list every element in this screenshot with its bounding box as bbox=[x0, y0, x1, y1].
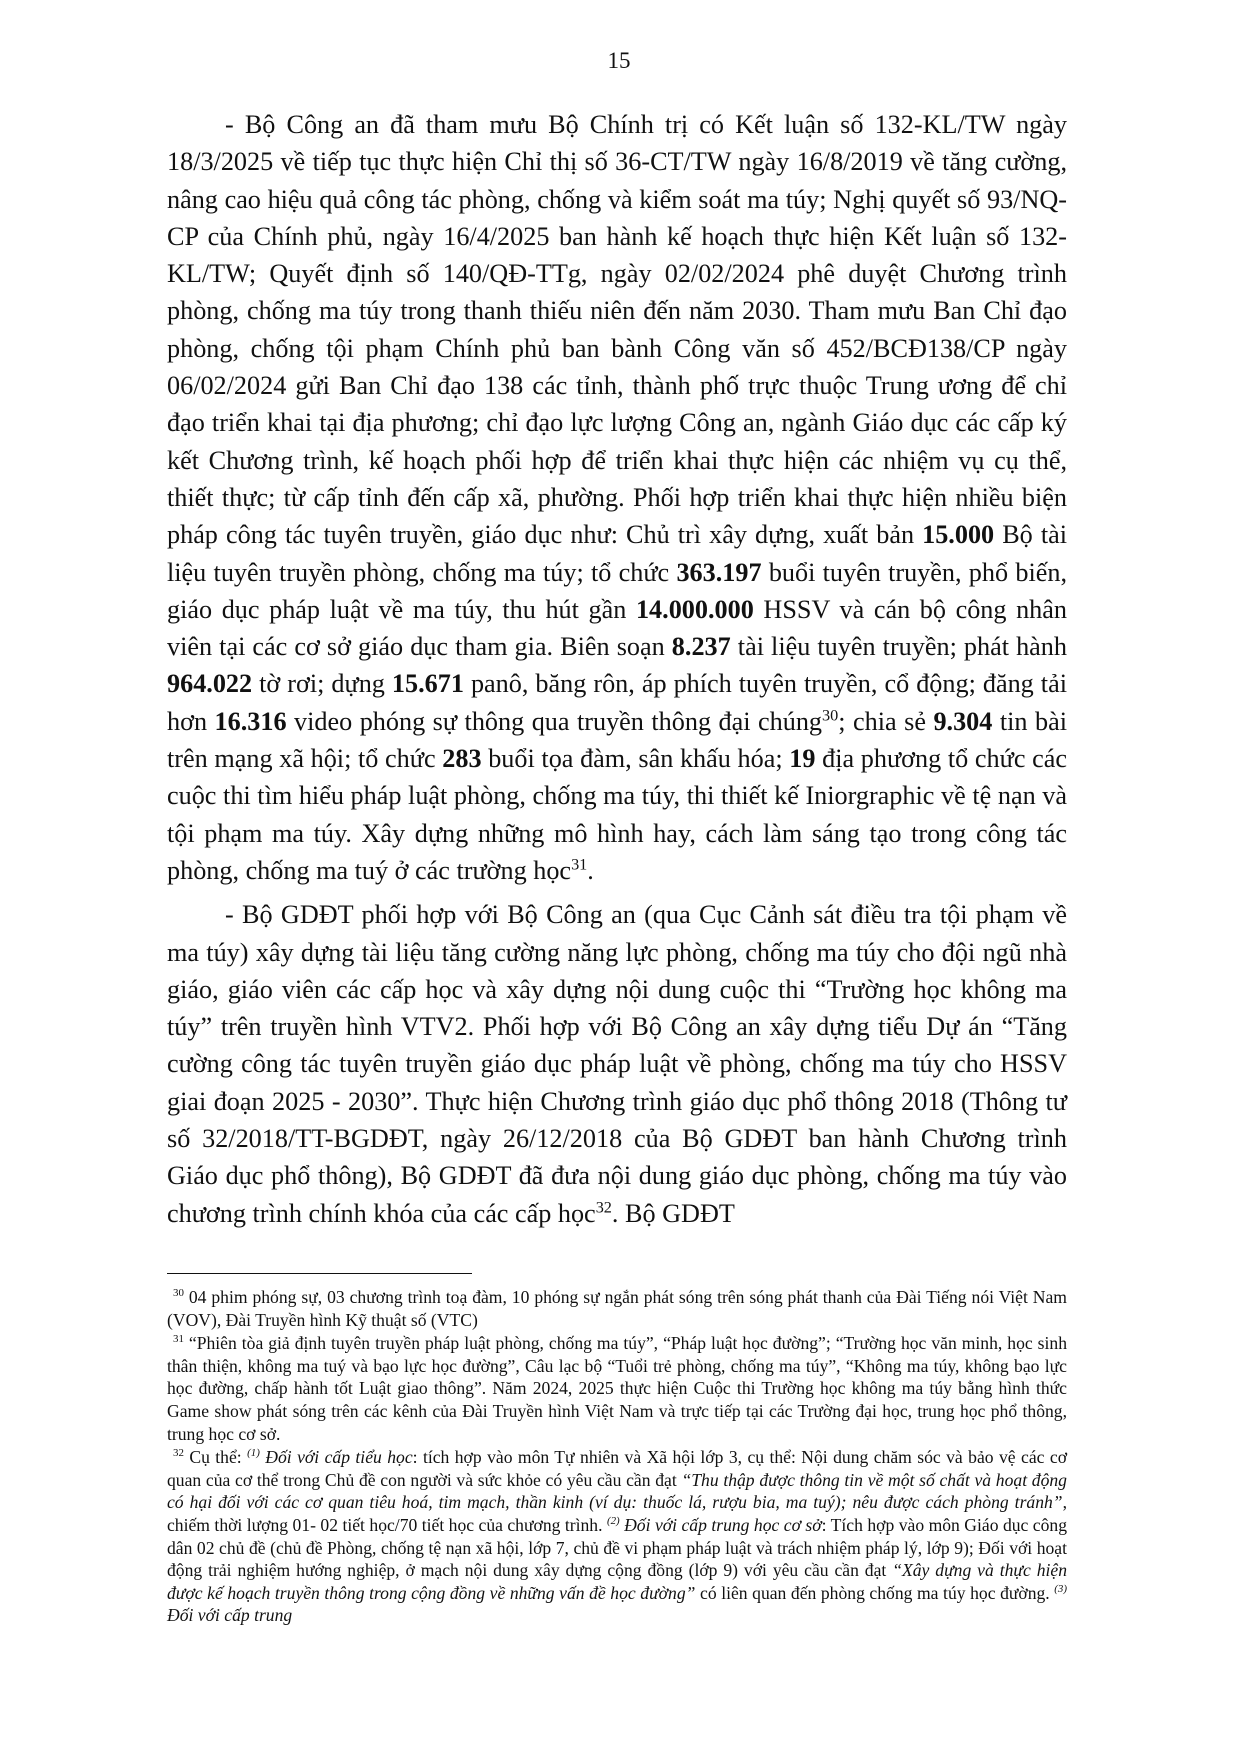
text-run: Bộ tài liệu tuyên truyền phòng, chống ma túy; tổ chức bbox=[167, 520, 1067, 587]
text-run: panô, băng rôn, áp phích tuyên truyền, cổ động; đăng tải hơn bbox=[167, 669, 1067, 736]
footnote-ref: 31 bbox=[173, 1333, 184, 1346]
text-run: , chiếm thời lượng 01- 02 tiết học/70 tiết học của chương trình. bbox=[167, 1492, 1067, 1535]
text-run: “Thu thập được thông tin về một số chất và hoạt động có hại đối với các cơ quan tiêu hoá, tim mạch, thần kinh (ví dụ: thuốc lá, rượu bia, ma tuý); nêu được cách phòng tránh” bbox=[167, 1469, 1067, 1513]
footnote bbox=[167, 1332, 1067, 1445]
text-run: Đối với cấp trung học cơ sở bbox=[619, 1514, 822, 1535]
footnote-ref: 30 bbox=[822, 706, 839, 725]
text-run: HSSV và cán bộ công nhân viên tại các cơ sở giáo dục tham gia. Biên soạn bbox=[167, 594, 1067, 662]
text-run: : Tích hợp vào môn Giáo dục công dân 02 chủ đề (chủ đề Phòng, chống tệ nạn xã hội, lớp 7, chủ đề vi phạm pháp luật và trách nhiệm pháp lý, lớp 9); Đối với hoạt động trải nghiệm hướng nghiệp, ở mạch nội dung xây dựng cộng đồng (lớp 9) với yêu cầu cần đạt bbox=[167, 1514, 1067, 1581]
text-run: Cụ thể: bbox=[183, 1447, 248, 1468]
text-run: địa phương tổ chức các cuộc thi tìm hiểu pháp luật phòng, chống ma túy, thi thiết kế Iniorgraphic về tệ nạn và tội phạm ma túy. Xây dựng những mô hình hay, cách làm sáng tạo trong công tác phòng, chống ma tuý ở các trường học bbox=[167, 744, 1067, 885]
bold-figure: 964.022 bbox=[167, 669, 253, 699]
bold-figure: 283 bbox=[442, 744, 482, 774]
bold-figure: 16.316 bbox=[214, 706, 287, 736]
bold-figure: 14.000.000 bbox=[635, 594, 754, 624]
text-run: tin bài trên mạng xã hội; tổ chức bbox=[167, 706, 1067, 774]
text-run: tờ rơi; dựng bbox=[252, 669, 392, 699]
footnote-ref: (1) bbox=[247, 1447, 260, 1460]
footnote bbox=[167, 1446, 1067, 1627]
text-run: - Bộ Công an đã tham mưu Bộ Chính trị có Kết luận số 132-KL/TW ngày 18/3/2025 về tiếp tục thực hiện Chỉ thị số 36-CT/TW ngày 16/8/2019 về tăng cường, nâng cao hiệu quả công tác phòng, chống và kiểm soát ma túy; Nghị quyết số 93/NQ-CP của Chính phủ, ngày 16/4/2025 ban hành kế hoạch thực hiện Kết luận số 132-KL/TW; Quyết định số 140/QĐ-TTg, ngày 02/02/2024 phê duyệt Chương trình phòng, chống ma túy trong thanh thiếu niên đến năm 2030. Tham mưu Ban Chỉ đạo phòng, chống tội phạm Chính phủ ban bành Công văn số 452/BCĐ138/CP ngày 06/02/2024 gửi Ban Chỉ đạo 138 các tỉnh, thành phố trực thuộc Trung ương để chỉ đạo triển khai tại địa phương; chỉ đạo lực lượng Công an, ngành Giáo dục các cấp ký kết Chương trình, kế hoạch phối hợp để triển khai thực hiện các nhiệm vụ cụ thể, thiết thực; từ cấp tỉnh đến cấp xã, phường. Phối hợp triển khai thực hiện nhiều biện pháp công tác tuyên truyền, giáo dục như: Chủ trì xây dựng, xuất bản bbox=[167, 110, 1067, 550]
text-run: . bbox=[587, 855, 594, 885]
body-paragraph bbox=[167, 896, 1067, 1232]
footnote bbox=[167, 1286, 1067, 1331]
text-run: “Xây dựng và thực hiện được kế hoạch truyền thông trong cộng đồng về những vấn đề học đường” bbox=[167, 1560, 1067, 1603]
text-run: tài liệu tuyên truyền; phát hành bbox=[730, 632, 1067, 662]
footnote-separator bbox=[167, 1273, 472, 1274]
body-text bbox=[167, 106, 1067, 1239]
bold-figure: 19 bbox=[789, 744, 816, 774]
body-paragraph bbox=[167, 106, 1067, 889]
text-run: video phóng sự thông qua truyền thông đại chúng bbox=[286, 706, 823, 736]
bold-figure: 15.000 bbox=[922, 520, 995, 550]
text-run: ; chia sẻ bbox=[838, 706, 934, 736]
text-run: Đối với cấp trung bbox=[167, 1605, 293, 1626]
footnote-ref: (2) bbox=[606, 1515, 620, 1528]
bold-figure: 363.197 bbox=[676, 557, 762, 587]
footnote-ref: (3) bbox=[1054, 1582, 1067, 1595]
page-number: 15 bbox=[607, 48, 631, 73]
footnote-ref: 32 bbox=[173, 1447, 184, 1460]
text-run: . Bộ GDĐT bbox=[611, 1198, 735, 1228]
footnote-ref: 32 bbox=[595, 1197, 612, 1216]
bold-figure: 9.304 bbox=[933, 706, 993, 736]
text-run: buổi tuyên truyền, phổ biến, giáo dục pháp luật về ma túy, thu hút gần bbox=[167, 557, 1067, 624]
footnotes bbox=[167, 1286, 1067, 1628]
text-run: Đối với cấp tiểu học bbox=[259, 1447, 413, 1468]
text-run: buổi tọa đàm, sân khấu hóa; bbox=[481, 744, 790, 774]
bold-figure: 8.237 bbox=[671, 632, 731, 662]
text-run: có liên quan đến phòng chống ma túy học đường. bbox=[695, 1582, 1055, 1603]
text-run: 04 phim phóng sự, 03 chương trình toạ đàm, 10 phóng sự ngắn phát sóng trên sóng phát thanh của Đài Tiếng nói Việt Nam (VOV), Đài Truyền hình Kỹ thuật số (VTC) bbox=[167, 1287, 1067, 1330]
text-run: : tích hợp vào môn Tự nhiên và Xã hội lớp 3, cụ thể: Nội dung chăm sóc và bảo vệ các cơ quan của cơ thể trong Chủ đề con người và sức khỏe có yêu cầu cần đạt bbox=[167, 1447, 1067, 1490]
text-run: “Phiên tòa giả định tuyên truyền pháp luật phòng, chống ma túy”, “Pháp luật học đường”; “Trường học văn minh, học sinh thân thiện, không ma tuý và bạo lực học đường”, Câu lạc bộ “Tuổi trẻ phòng, chống ma túy”, “Không ma túy, không bạo lực học đường, chấp hành tốt Luật giao thông”. Năm 2024, 2025 thực hiện Cuộc thi Trường học không ma túy bằng hình thức Game show phát sóng trên các kênh của Đài Truyền hình Việt Nam và trực tiếp tại các Trường đại học, trung học phổ thông, trung học cơ sở. bbox=[167, 1333, 1067, 1444]
footnote-ref: 31 bbox=[571, 855, 588, 874]
text-run: - Bộ GDĐT phối hợp với Bộ Công an (qua Cục Cảnh sát điều tra tội phạm về ma túy) xây dựng tài liệu tăng cường năng lực phòng, chống ma túy cho đội ngũ nhà giáo, giáo viên các cấp học và xây dựng nội dung cuộc thi “Trường học không ma túy” trên truyền hình VTV2. Phối hợp với Bộ Công an xây dựng tiểu Dự án “Tăng cường công tác tuyên truyền giáo dục pháp luật về phòng, chống ma túy cho HSSV giai đoạn 2025 - 2030”. Thực hiện Chương trình giáo dục phổ thông 2018 (Thông tư số 32/2018/TT-BGDĐT, ngày 26/12/2018 của Bộ GDĐT ban hành Chương trình Giáo dục phổ thông), Bộ GDĐT đã đưa nội dung giáo dục phòng, chống ma túy vào chương trình chính khóa của các cấp học bbox=[167, 900, 1067, 1228]
bold-figure: 15.671 bbox=[391, 669, 464, 699]
footnote-ref: 30 bbox=[173, 1287, 184, 1300]
